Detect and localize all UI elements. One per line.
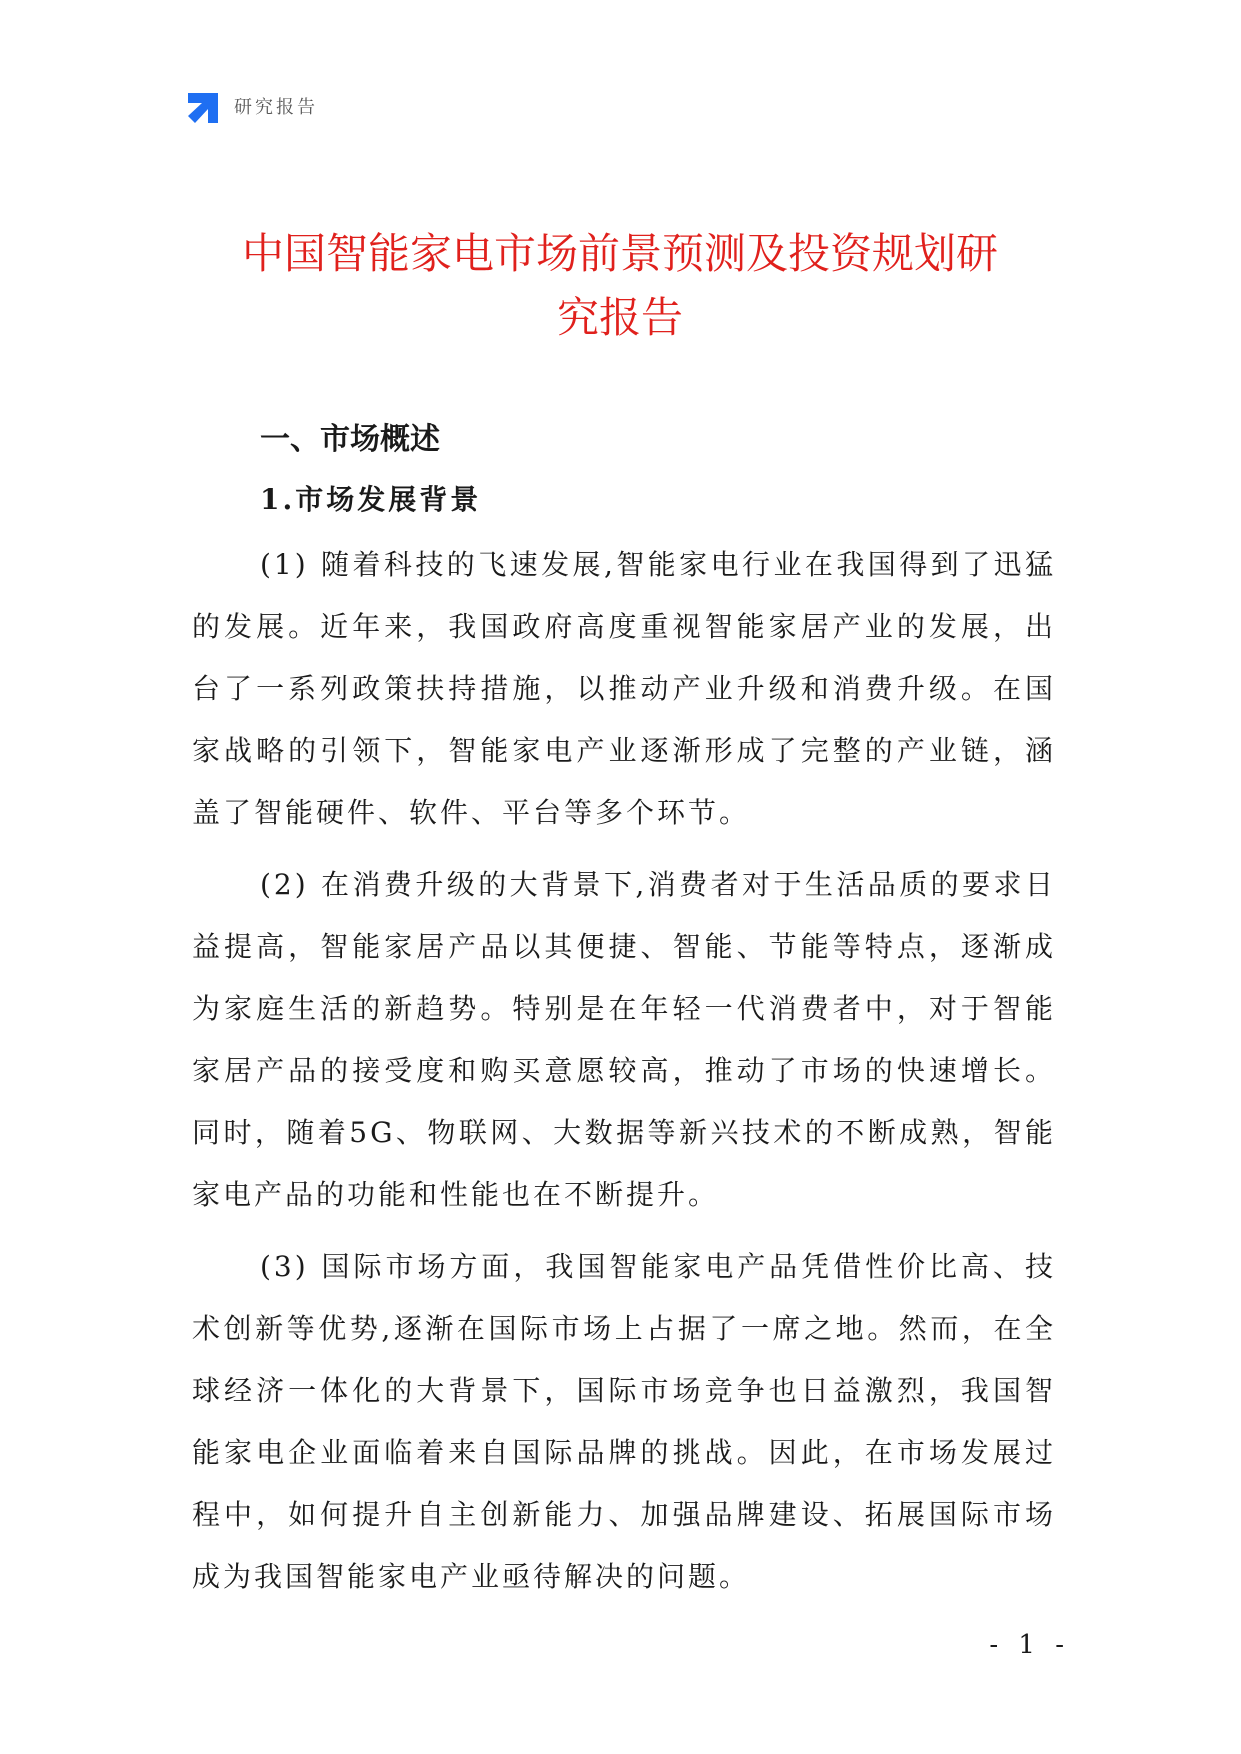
section-heading: 一、市场概述: [260, 422, 440, 457]
document-body: [192, 416, 1056, 1608]
title-line-1: 中国智能家电市场前景预测及投资规划研: [241, 229, 998, 278]
page-number: - 1 -: [989, 1630, 1070, 1660]
paragraph-2: (2) 在消费升级的大背景下,消费者对于生活品质的要求日益提高，智能家居产品以其便捷、智能、节能等特点，逐渐成为家庭生活的新趋势。特别是在年轻一代消费者中，对于智能家居产品的接受度和购买意愿较高，推动了市场的快速增长。同时，随着5G、物联网、大数据等新兴技术的不断成熟，智能家电产品的功能和性能也在不断提升。: [192, 868, 1056, 1211]
document-title: [190, 222, 1050, 350]
document-header: [188, 88, 318, 124]
paragraph-1: (1) 随着科技的飞速发展,智能家电行业在我国得到了迅猛的发展。近年来，我国政府高度重视智能家居产业的发展，出台了一系列政策扶持措施，以推动产业升级和消费升级。在国家战略的引领下，智能家电产业逐渐形成了完整的产业链，涵盖了智能硬件、软件、平台等多个环节。: [192, 548, 1056, 829]
paragraph-3: (3) 国际市场方面，我国智能家电产品凭借性价比高、技术创新等优势,逐渐在国际市场上占据了一席之地。然而，在全球经济一体化的大背景下，国际市场竞争也日益激烈，我国智能家电企业面临着来自国际品牌的挑战。因此，在市场发展过程中，如何提升自主创新能力、加强品牌建设、拓展国际市场成为我国智能家电产业亟待解决的问题。: [192, 1250, 1056, 1593]
title-line-2: 究报告: [556, 293, 683, 342]
arrow-up-right-icon: [188, 89, 222, 123]
header-label: 研究报告: [234, 97, 318, 118]
subsection-heading: 1.市场发展背景: [260, 483, 482, 516]
